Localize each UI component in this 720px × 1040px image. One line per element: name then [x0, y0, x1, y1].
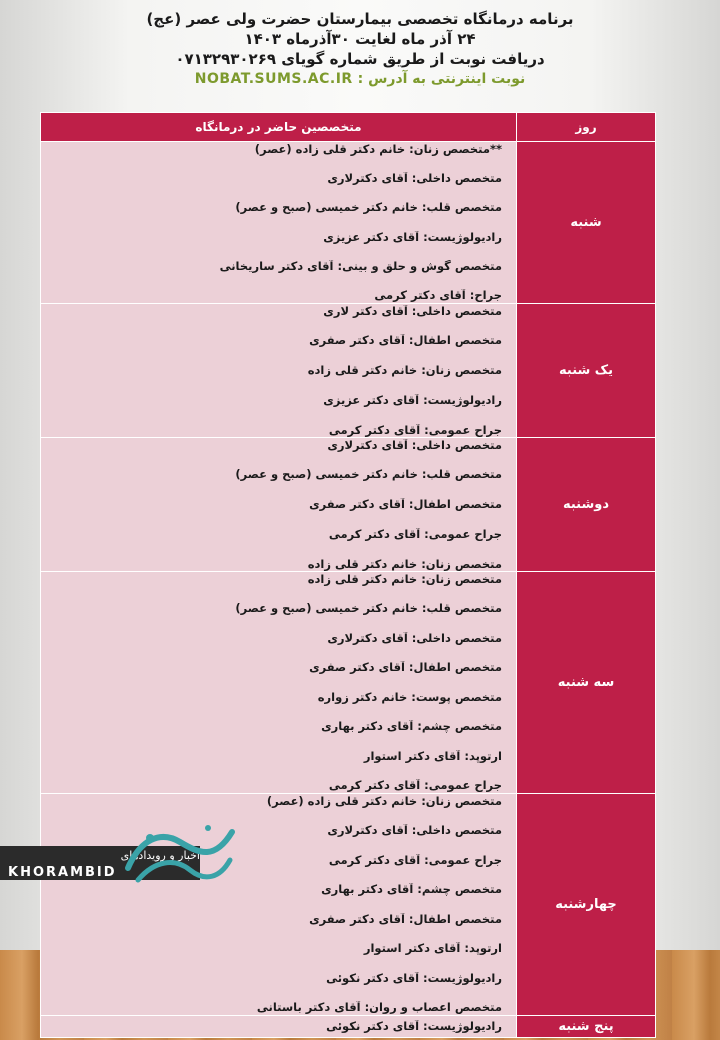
doctor-entry: متخصص زنان: خانم دکتر قلی زاده (عصر) [266, 794, 502, 808]
doctor-entry: متخصص قلب: خانم دکتر خمیسی (صبح و عصر) [235, 201, 502, 215]
doctor-entry: متخصص اطفال: آقای دکتر صفری [309, 334, 502, 348]
doctor-entry: متخصص اطفال: آقای دکتر صفری [309, 498, 502, 511]
doctors-list [41, 1017, 502, 1037]
doctor-entry: رادیولوژیست: آقای دکتر عزیزی [323, 230, 502, 244]
doctor-entry: جراح عمومی: آقای دکتر کرمی [328, 853, 502, 867]
day-cell: پنج شنبه [517, 1016, 656, 1038]
doctor-entry: ارتوپد: آقای دکتر استوار [363, 942, 502, 956]
schedule-body [41, 142, 656, 1038]
doctor-entry: **متخصص زنان: خانم دکتر قلی زاده (عصر) [254, 142, 502, 156]
doctor-entry: رادیولوژیست: آقای دکتر عزیزی [323, 393, 502, 407]
doctor-entry: متخصص داخلی: آقای دکترلاری [327, 171, 502, 185]
doctor-entry: متخصص زنان: خانم دکتر قلی زاده [307, 557, 502, 571]
khorambid-watermark [0, 820, 250, 898]
doctor-entry: متخصص زنان: خانم دکتر قلی زاده [307, 572, 502, 586]
doctors-cell [41, 304, 517, 438]
doctors-cell [41, 142, 517, 304]
day-cell: دوشنبه [517, 438, 656, 572]
watermark-news-label: اخبار و رویدادهای [120, 849, 200, 862]
doctor-entry: متخصص چشم: آقای دکتر بهاری [321, 720, 502, 734]
doctor-entry: جراح عمومی: آقای دکتر کرمی [328, 779, 502, 793]
doctors-cell [41, 572, 517, 794]
khorambid-logo-icon [120, 820, 240, 890]
doctor-entry: متخصص اعصاب و روان: آقای دکتر باستانی [256, 1001, 502, 1015]
doctor-entry: جراح عمومی: آقای دکتر کرمی [328, 527, 502, 541]
header-online [0, 69, 720, 89]
header-phone: دریافت نوبت از طریق شماره گویای ۰۷۱۳۲۹۳۰۲۶۹ [175, 50, 545, 68]
table-row [41, 142, 656, 304]
day-cell: چهارشنبه [517, 794, 656, 1016]
day-cell: شنبه [517, 142, 656, 304]
table-row [41, 304, 656, 438]
doctors-list [41, 439, 502, 571]
doctor-entry: متخصص داخلی: آقای دکتر لاری [323, 304, 502, 318]
doctor-entry: متخصص زنان: خانم دکتر قلی زاده [307, 364, 502, 377]
table-row [41, 572, 656, 794]
table-header-row [41, 113, 656, 142]
header-date-range: ۲۴ آذر ماه لغایت ۳۰آذرماه ۱۴۰۳ [244, 30, 476, 48]
doctor-entry: متخصص قلب: خانم دکتر خمیسی (صبح و عصر) [235, 602, 502, 616]
online-booking-url[interactable]: NOBAT.SUMS.AC.IR [194, 71, 353, 87]
doctor-entry: جراح: آقای دکتر کرمی [374, 289, 502, 303]
clinic-schedule-table [40, 112, 656, 1038]
doctor-entry: متخصص قلب: خانم دکتر خمیسی (صبح و عصر) [235, 468, 502, 482]
column-header-day: روز [517, 113, 656, 142]
schedule-header [0, 10, 720, 89]
header-title: برنامه درمانگاه تخصصی بیمارستان حضرت ولی عصر (عج) [146, 10, 574, 28]
doctor-entry: متخصص اطفال: آقای دکتر صفری [309, 661, 502, 675]
doctor-entry: متخصص داخلی: آقای دکترلاری [327, 824, 502, 838]
doctors-list [41, 573, 502, 793]
doctor-entry: رادیولوژیست: آقای دکتر نکوئی [326, 1020, 502, 1033]
doctors-list [41, 143, 502, 303]
doctors-cell [41, 438, 517, 572]
doctor-entry: ارتوپد: آقای دکتر استوار [363, 749, 502, 763]
day-cell: یک شنبه [517, 304, 656, 438]
doctor-entry: متخصص اطفال: آقای دکتر صفری [309, 912, 502, 926]
doctor-entry: متخصص داخلی: آقای دکترلاری [327, 438, 502, 452]
watermark-brand: KHORAMBID [8, 865, 117, 880]
doctor-entry: متخصص پوست: خانم دکتر زواره [317, 690, 502, 704]
column-header-doctors: متخصصین حاضر در درمانگاه [41, 113, 517, 142]
doctor-entry: متخصص گوش و حلق و بینی: آقای دکتر ساریخانی [219, 260, 502, 274]
doctor-entry: متخصص چشم: آقای دکتر بهاری [321, 883, 502, 897]
doctor-entry: جراح عمومی: آقای دکتر کرمی [328, 423, 502, 437]
table-row [41, 438, 656, 572]
table-row [41, 1016, 656, 1038]
doctor-entry: رادیولوژیست: آقای دکتر نکوئی [326, 971, 502, 985]
doctors-cell [41, 1016, 517, 1038]
day-cell: سه شنبه [517, 572, 656, 794]
doctor-entry: متخصص داخلی: آقای دکترلاری [327, 631, 502, 645]
online-booking-label: نوبت اینترنتی به آدرس : [357, 71, 526, 87]
doctors-list [41, 305, 502, 437]
